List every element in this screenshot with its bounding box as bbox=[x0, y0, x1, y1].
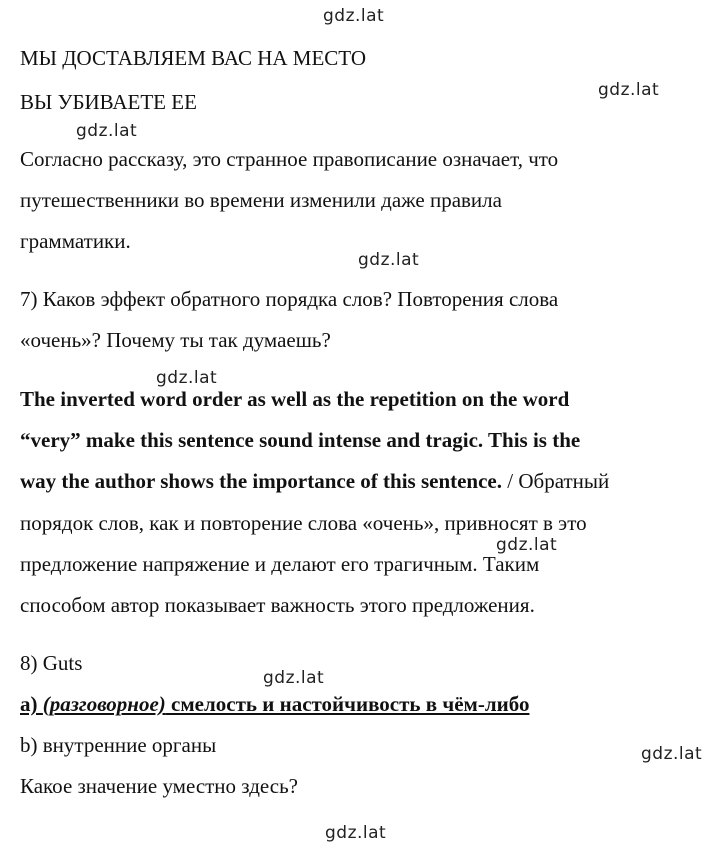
question-8: 8) Guts bbox=[20, 651, 83, 675]
watermark-right-2: gdz.lat bbox=[641, 744, 703, 764]
watermark-right-1: gdz.lat bbox=[598, 80, 660, 100]
answer-ru-line-2: предложение напряжение и делают его трагичным. Таким bbox=[20, 552, 540, 576]
option-b: b) внутренние органы bbox=[20, 733, 217, 757]
question-7-line-1: 7) Каков эффект обратного порядка слов? Повторения слова bbox=[20, 287, 559, 311]
answer-en-line-3: way the author shows the importance of this sentence. bbox=[20, 469, 503, 493]
answer-ru-start: / Обратный bbox=[502, 469, 610, 493]
option-a bbox=[20, 692, 529, 717]
answer-ru-line-3: способом автор показывает важность этого предложения. bbox=[20, 593, 535, 617]
heading-line-1: МЫ ДОСТАВЛЯЕМ ВАС НА МЕСТО bbox=[20, 46, 367, 70]
text-line-4: путешественники во времени изменили даже правила bbox=[20, 188, 502, 212]
text-line-3: Согласно рассказу, это странное правописание означает, что bbox=[20, 147, 559, 171]
watermark-left-1: gdz.lat bbox=[76, 121, 138, 141]
answer-en-line-1: The inverted word order as well as the repetition on the word bbox=[20, 387, 570, 411]
answer-en-line-2: “very” make this sentence sound intense and tragic. This is the bbox=[20, 428, 581, 452]
option-a-register: (разговорное) bbox=[42, 692, 166, 716]
watermark-center-1: gdz.lat bbox=[358, 250, 420, 270]
answer-line-3 bbox=[20, 469, 609, 494]
question-final: Какое значение уместно здесь? bbox=[20, 774, 298, 798]
watermark-center-2: gdz.lat bbox=[496, 535, 558, 555]
option-a-marker: а) bbox=[20, 692, 43, 716]
option-a-meaning: смелость и настойчивость в чём-либо bbox=[165, 692, 530, 716]
question-7-line-2: «очень»? Почему ты так думаешь? bbox=[20, 328, 331, 352]
heading-line-2: ВЫ УБИВАЕТЕ ЕЕ bbox=[20, 90, 197, 114]
answer-ru-line-1: порядок слов, как и повторение слова «очень», привносят в это bbox=[20, 511, 587, 535]
watermark-center-3: gdz.lat bbox=[263, 668, 325, 688]
watermark-top: gdz.lat bbox=[323, 6, 385, 26]
text-line-5: грамматики. bbox=[20, 229, 131, 253]
watermark-bottom: gdz.lat bbox=[325, 823, 387, 843]
watermark-left-2: gdz.lat bbox=[156, 368, 218, 388]
